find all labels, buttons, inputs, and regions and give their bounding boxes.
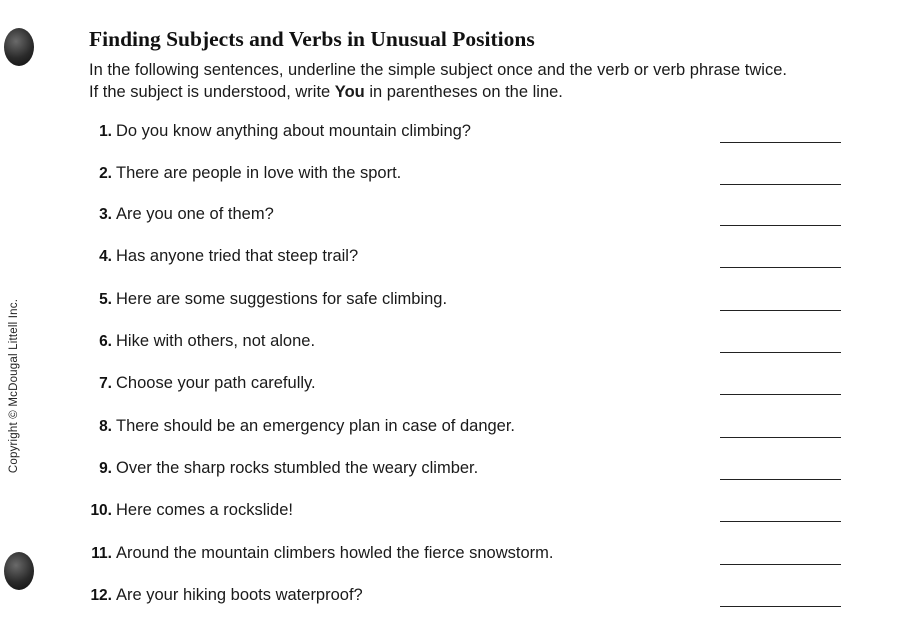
- item-number: 3.: [99, 206, 112, 223]
- item-sentence: Has anyone tried that steep trail?: [116, 247, 359, 265]
- item-number: 9.: [99, 460, 112, 477]
- exercise-item-6: [88, 327, 848, 357]
- item-number: 1.: [99, 123, 112, 140]
- item-number: 5.: [99, 291, 112, 308]
- answer-line[interactable]: [720, 225, 841, 226]
- item-sentence: Are your hiking boots waterproof?: [116, 586, 363, 604]
- answer-line[interactable]: [720, 184, 841, 185]
- instructions-text-1: In the following sentences, underline the simple subject once and the verb or verb phrase twice. If the subject is understood, write: [89, 61, 787, 101]
- exercise-item-12: [88, 581, 848, 611]
- worksheet-title: Finding Subjects and Verbs in Unusual Positions: [89, 27, 535, 51]
- exercise-item-5: [88, 285, 848, 315]
- instructions-text-2: in parentheses on the line.: [364, 83, 563, 101]
- item-number: 12.: [90, 587, 112, 604]
- item-sentence: There should be an emergency plan in case of danger.: [116, 417, 516, 435]
- exercise-item-10: [88, 496, 848, 526]
- instructions-bold-you: You: [334, 83, 365, 101]
- item-number: 4.: [99, 248, 112, 265]
- exercise-item-3: [88, 200, 848, 230]
- item-number: 8.: [99, 418, 112, 435]
- answer-line[interactable]: [720, 521, 841, 522]
- item-sentence: Here are some suggestions for safe climbing.: [116, 290, 448, 308]
- answer-line[interactable]: [720, 142, 841, 143]
- item-sentence: Over the sharp rocks stumbled the weary climber.: [116, 459, 479, 477]
- exercise-item-8: [88, 412, 848, 442]
- exercise-item-7: [88, 369, 848, 399]
- item-number: 11.: [91, 545, 112, 562]
- item-number: 2.: [99, 165, 112, 182]
- item-number: 6.: [99, 333, 112, 350]
- answer-line[interactable]: [720, 310, 841, 311]
- exercise-item-1: [88, 117, 848, 147]
- answer-line[interactable]: [720, 394, 841, 395]
- answer-line[interactable]: [720, 606, 841, 607]
- exercise-item-2: [88, 159, 848, 189]
- exercise-item-11: [88, 539, 848, 569]
- answer-line[interactable]: [720, 564, 841, 565]
- item-sentence: Hike with others, not alone.: [116, 332, 316, 350]
- exercise-item-9: [88, 454, 848, 484]
- answer-line[interactable]: [720, 479, 841, 480]
- answer-line[interactable]: [720, 352, 841, 353]
- item-sentence: Around the mountain climbers howled the fierce snowstorm.: [116, 544, 554, 562]
- answer-line[interactable]: [720, 437, 841, 438]
- item-sentence: Do you know anything about mountain climbing?: [116, 122, 471, 140]
- item-sentence: Here comes a rockslide!: [116, 501, 293, 519]
- item-sentence: Choose your path carefully.: [116, 374, 316, 392]
- copyright-notice: Copyright © McDougal Littell Inc.: [8, 298, 20, 474]
- item-number: 7.: [99, 375, 112, 392]
- item-number: 10.: [90, 502, 112, 519]
- item-sentence: Are you one of them?: [116, 205, 274, 223]
- exercise-item-4: [88, 242, 848, 272]
- item-sentence: There are people in love with the sport.: [116, 164, 402, 182]
- answer-line[interactable]: [720, 267, 841, 268]
